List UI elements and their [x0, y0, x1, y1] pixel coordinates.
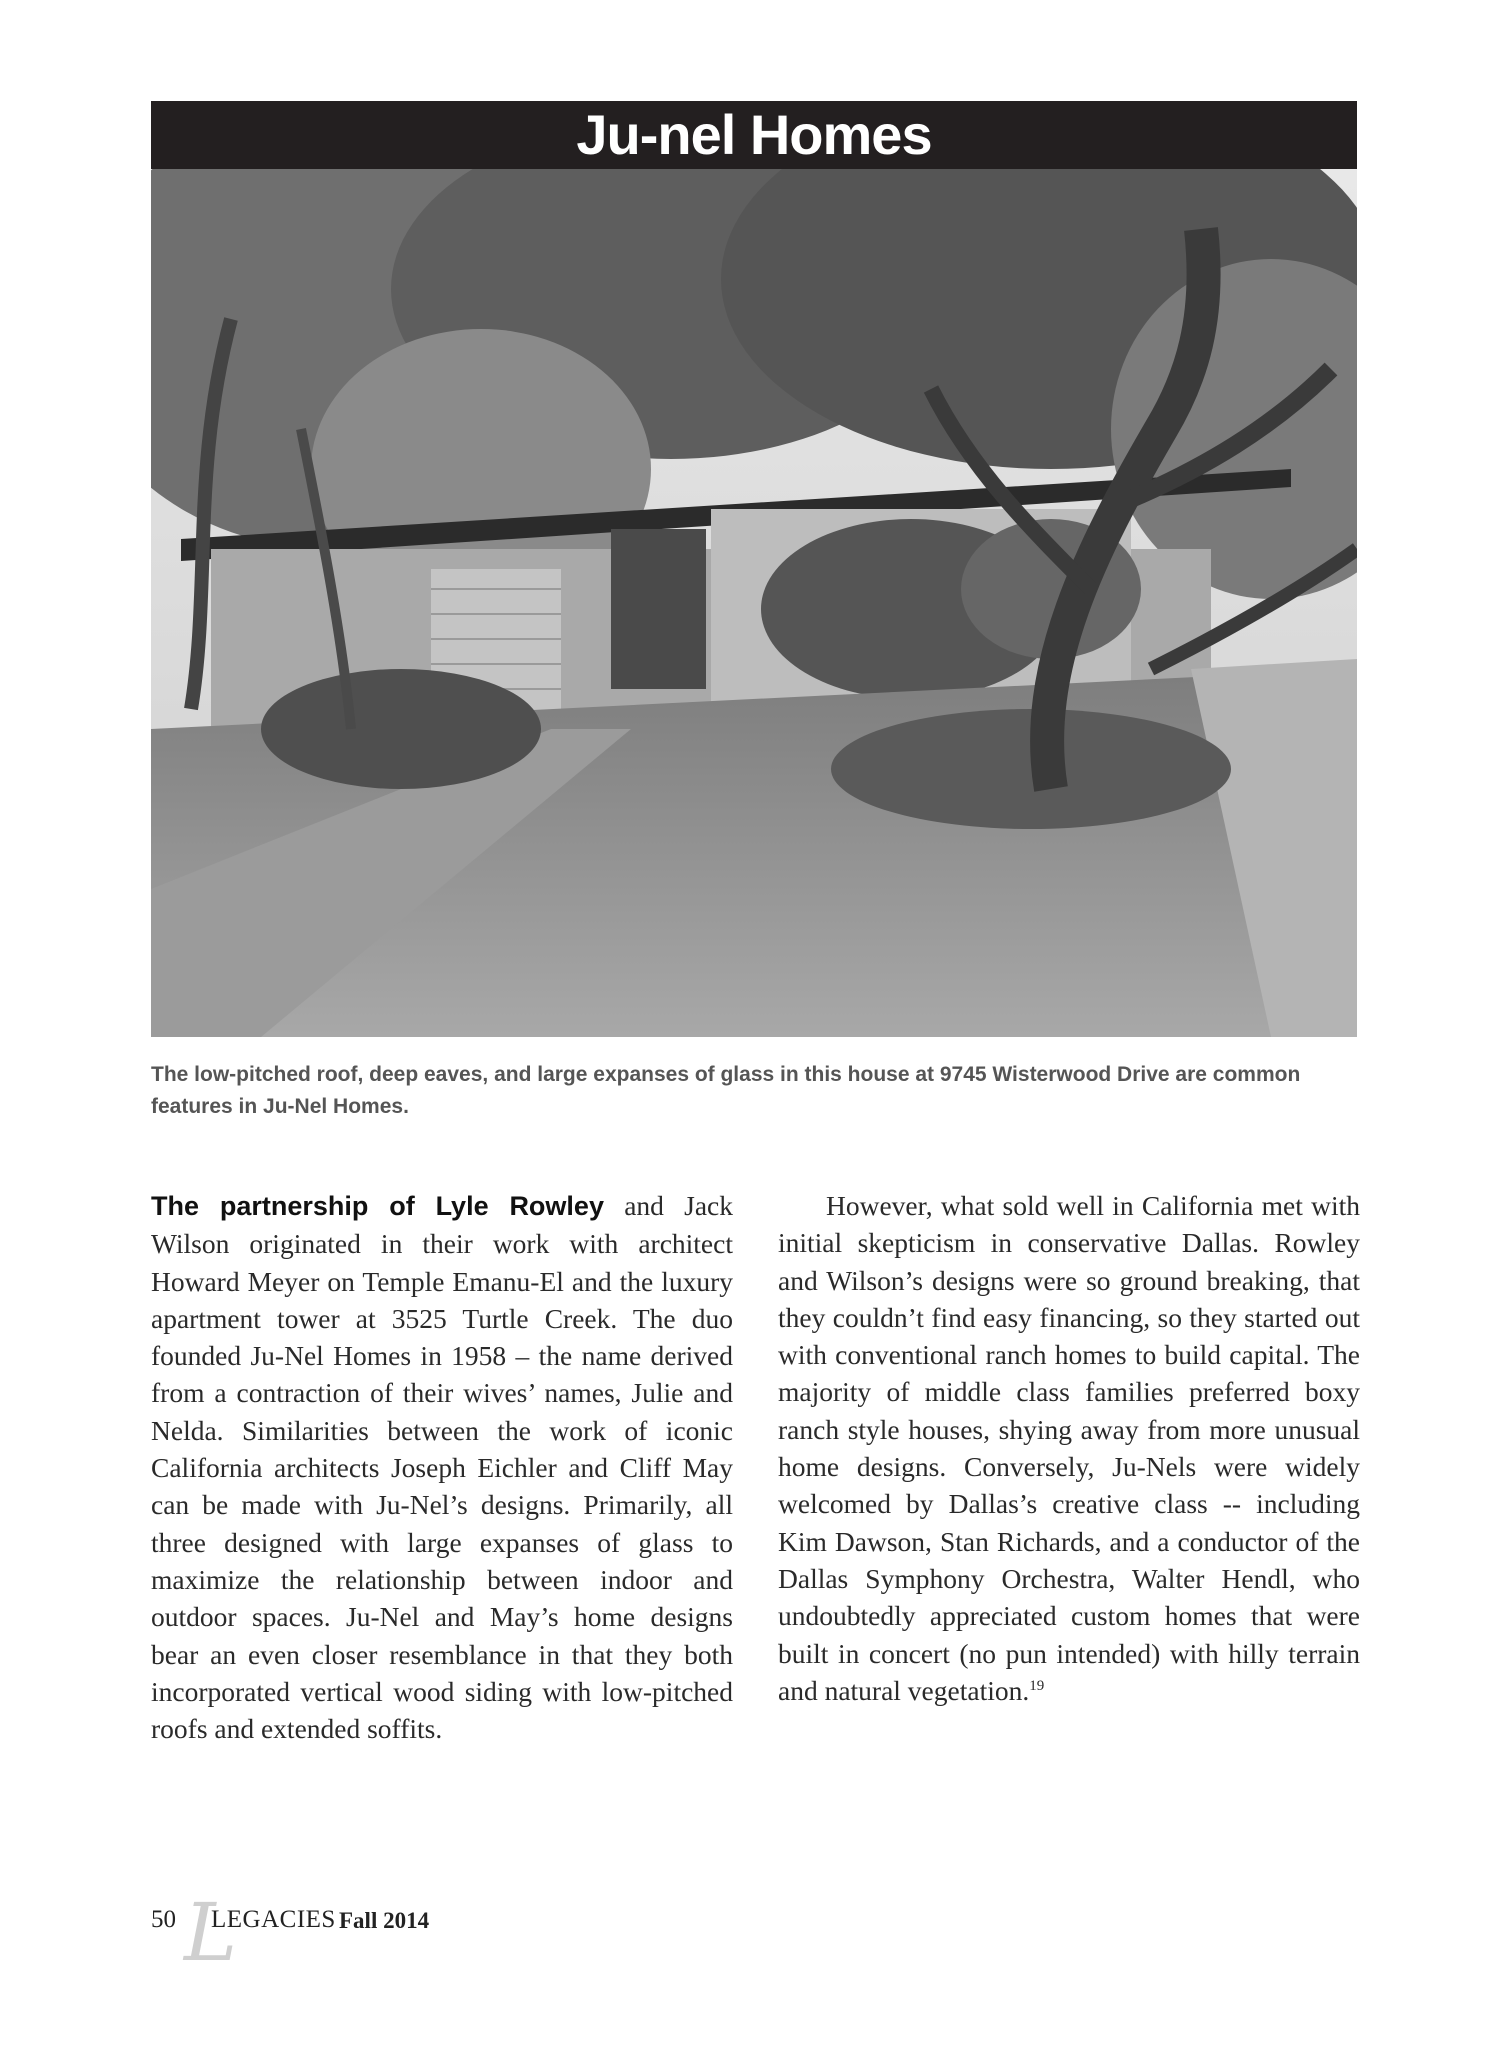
article-text: and Jack Wilson originated in their work with architect Howard Meyer on Temple Emanu-El and the luxury apartment tower at 3525 Turtle Creek. The duo founded Ju-Nel Homes in 1958 – the name derived from a contraction of their wives’ names, Julie and Nelda. Similarities between the work of iconic California architects Joseph Eichler and Cliff May can be made with Ju-Nel’s designs. Primarily, all three designed with large expanses of glass to maximize the relationship between indoor and outdoor spaces. Ju-Nel and May’s home designs bear an even closer resemblance in that they both incorporated vertical wood siding with low-pitched roofs and extended soffits.: [151, 1190, 733, 1745]
legacies-logo-letter: L: [184, 1886, 238, 1979]
page-number: 50: [151, 1906, 176, 1933]
magazine-name: LEGACIES: [211, 1906, 336, 1933]
article-column-left: [151, 1187, 733, 1747]
page-footer: [151, 1886, 551, 1979]
article-paragraph: [778, 1187, 1360, 1709]
footnote-marker: 19: [1029, 1677, 1045, 1694]
article-text: However, what sold well in California met with initial skepticism in conservative Dallas. Rowley and Wilson’s designs were so ground breaking, that they couldn’t find easy financing, so they started out with conventional ranch homes to build capital. The majority of middle class families preferred boxy ranch style houses, shying away from more unusual home designs. Conversely, Ju-Nels were widely welcomed by Dallas’s creative class -- including Kim Dawson, Stan Richards, and a conductor of the Dallas Symphony Orchestra, Walter Hendl, who undoubtedly appreciated custom homes that were built in concert (no pun intended) with hilly terrain and natural vegetation.: [778, 1190, 1360, 1706]
photo-caption: The low-pitched roof, deep eaves, and large expanses of glass in this house at 9745 Wisterwood Drive are common features in Ju-Nel Homes.: [151, 1063, 1301, 1118]
house-photo-illustration: [151, 169, 1357, 1037]
article-paragraph: [151, 1187, 733, 1747]
article-column-right: [778, 1187, 1360, 1709]
page-title: Ju-nel Homes: [151, 101, 1357, 169]
article-lead: The partnership of Lyle Rowley: [151, 1191, 604, 1221]
issue-label: Fall 2014: [339, 1908, 430, 1933]
house-photo: [151, 169, 1357, 1037]
